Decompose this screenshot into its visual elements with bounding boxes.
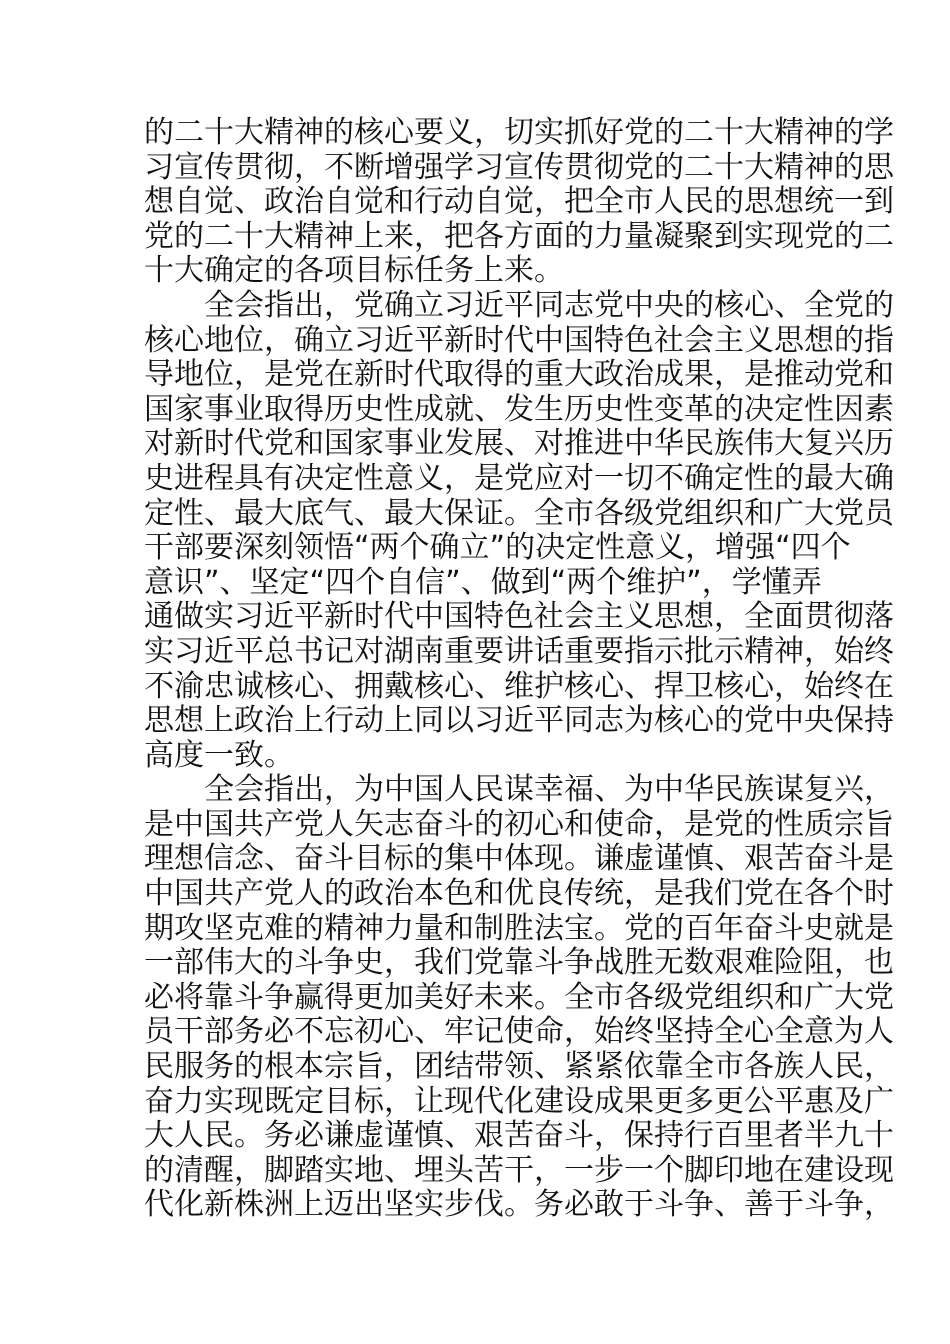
text-line: 是中国共产党人矢志奋斗的初心和使命，是党的性质宗旨 — [144, 806, 894, 842]
text-line: 奋力实现既定目标，让现代化建设成果更多更公平惠及广 — [144, 1083, 894, 1119]
text-line: 不渝忠诚核心、拥戴核心、维护核心、捍卫核心，始终在 — [144, 668, 894, 704]
text-line: 十大确定的各项目标任务上来。 — [144, 253, 564, 289]
text-line: 一部伟大的斗争史，我们党靠斗争战胜无数艰难险阻，也 — [144, 945, 894, 981]
text-line: 的清醒，脚踏实地、埋头苦干，一步一个脚印地在建设现 — [144, 1152, 894, 1188]
text-line: 定性、最大底气、最大保证。全市各级党组织和广大党员 — [144, 495, 894, 531]
text-line: 期攻坚克难的精神力量和制胜法宝。党的百年奋斗史就是 — [144, 910, 894, 946]
text-line: 意识”、坚定“四个自信”、做到“两个维护”，学懂弄 — [144, 564, 822, 600]
text-line: 必将靠斗争赢得更加美好未来。全市各级党组织和广大党 — [144, 979, 894, 1015]
text-line: 干部要深刻领悟“两个确立”的决定性意义，增强“四个 — [144, 530, 851, 566]
text-line: 史进程具有决定性意义，是党应对一切不确定性的最大确 — [144, 460, 894, 496]
text-line: 全会指出，为中国人民谋幸福、为中华民族谋复兴， — [144, 772, 894, 808]
text-line: 民服务的根本宗旨，团结带领、紧紧依靠全市各族人民， — [144, 1049, 894, 1085]
text-line: 实习近平总书记对湖南重要讲话重要指示批示精神，始终 — [144, 633, 894, 669]
text-line: 思想上政治上行动上同以习近平同志为核心的党中央保持 — [144, 703, 894, 739]
text-line: 对新时代党和国家事业发展、对推进中华民族伟大复兴历 — [144, 426, 894, 462]
text-line: 代化新株洲上迈出坚实步伐。务必敢于斗争、善于斗争， — [144, 1187, 894, 1223]
text-line: 大人民。务必谦虚谨慎、艰苦奋斗，保持行百里者半九十 — [144, 1118, 894, 1154]
text-line: 员干部务必不忘初心、牢记使命，始终坚持全心全意为人 — [144, 1014, 894, 1050]
text-line: 核心地位，确立习近平新时代中国特色社会主义思想的指 — [144, 322, 894, 358]
text-line: 通做实习近平新时代中国特色社会主义思想，全面贯彻落 — [144, 599, 894, 635]
text-line: 党的二十大精神上来，把各方面的力量凝聚到实现党的二 — [144, 218, 894, 254]
text-line: 理想信念、奋斗目标的集中体现。谦虚谨慎、艰苦奋斗是 — [144, 841, 894, 877]
text-line: 导地位，是党在新时代取得的重大政治成果，是推动党和 — [144, 357, 894, 393]
text-line: 国家事业取得历史性成就、发生历史性变革的决定性因素 — [144, 391, 894, 427]
document-body — [144, 115, 894, 1223]
text-line: 习宣传贯彻，不断增强学习宣传贯彻党的二十大精神的思 — [144, 149, 894, 185]
text-line: 想自觉、政治自觉和行动自觉，把全市人民的思想统一到 — [144, 184, 894, 220]
text-line: 的二十大精神的核心要义，切实抓好党的二十大精神的学 — [144, 115, 894, 150]
text-line: 全会指出，党确立习近平同志党中央的核心、全党的 — [144, 287, 894, 323]
text-line: 高度一致。 — [144, 737, 294, 773]
text-line: 中国共产党人的政治本色和优良传统，是我们党在各个时 — [144, 876, 894, 912]
